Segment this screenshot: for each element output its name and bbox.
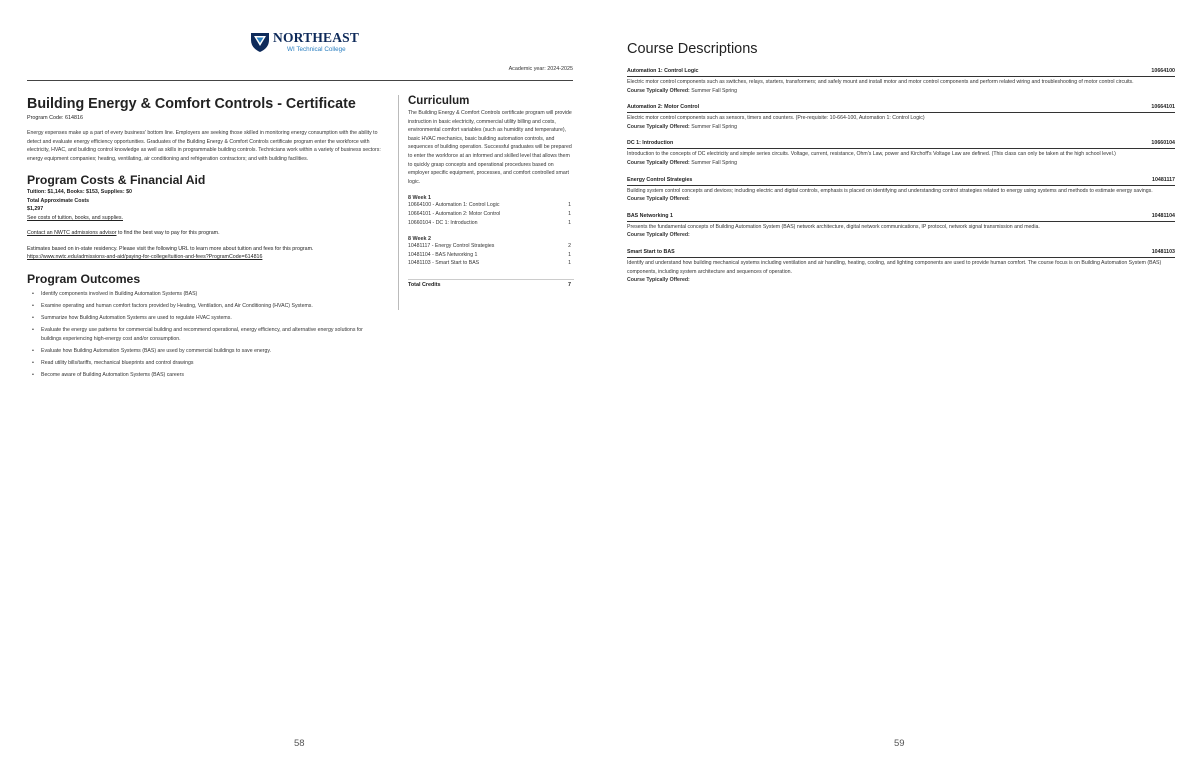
- offered-label: Course Typically Offered:: [627, 123, 690, 130]
- logo-subtitle: WI Technical College: [287, 45, 346, 53]
- total-cost-label: Total Approximate Costs: [27, 197, 90, 204]
- course-header: [627, 249, 1175, 258]
- course-description-item: [627, 249, 1175, 285]
- course-description: Electric motor control components such as switches, relays, starters, transformers; and safely mount and install motor and motor control components and perform related wiring and troubleshooting of motor control circuits.: [627, 79, 1134, 85]
- outcomes-list: [27, 290, 383, 380]
- outcome-item: • Summarize how Building Automation Systems are used to regulate HVAC systems.: [27, 314, 383, 322]
- course-credits: 2: [568, 243, 571, 250]
- course-title: Automation 2: Motor Control: [627, 104, 700, 111]
- course-credits: 1: [568, 260, 571, 267]
- course-title: BAS Networking 1: [627, 212, 673, 219]
- course-descriptions-list: [627, 68, 1175, 294]
- total-credits-row: [408, 279, 574, 288]
- total-cost-value: $1,297: [27, 206, 44, 213]
- see-costs-link[interactable]: See costs of tuition, books, and supplies.: [27, 214, 123, 221]
- outcome-item: • Read utility bills/tariffs, mechanical blueprints and control drawings: [27, 359, 383, 367]
- course-name: 10660104 - DC 1: Introduction: [408, 219, 478, 226]
- course-description-item: [627, 213, 1175, 240]
- outcomes-section: [27, 272, 383, 380]
- tuition-url-link[interactable]: https://www.nwtc.edu/admissions-and-aid/paying-for-college/tuition-and-fees?ProgramCode=614816: [27, 254, 263, 261]
- page-number-right: 59: [894, 738, 905, 749]
- course-name: 10664101 - Automation 2: Motor Control: [408, 210, 501, 217]
- curriculum-course-row: [408, 251, 574, 260]
- contact-advisor-line: [27, 229, 383, 238]
- course-credits: 1: [568, 219, 571, 226]
- course-description: Electric motor control components such as sensors, timers and counters. (Pre-requisite: 10-664-100, Automation 1: Control Logic): [627, 115, 925, 122]
- curriculum-course-row: [408, 259, 574, 268]
- curriculum-section: [398, 95, 574, 310]
- course-number: 10481117: [1152, 176, 1175, 183]
- program-title: Building Energy & Comfort Controls - Certificate: [27, 96, 356, 112]
- page-number-left: 58: [294, 738, 305, 749]
- course-number: 10664100: [1151, 68, 1175, 74]
- offered-terms: Summer Fall Spring: [691, 87, 738, 94]
- program-overview: [27, 95, 383, 384]
- curriculum-heading: Curriculum: [408, 95, 470, 107]
- course-offered: [627, 159, 1175, 168]
- total-credits-label: Total Credits: [408, 281, 441, 288]
- course-number: 10481104: [1151, 212, 1175, 219]
- course-header: [627, 177, 1175, 186]
- course-name: 10481117 - Energy Control Strategies: [408, 243, 495, 250]
- course-title: DC 1: Introduction: [627, 140, 674, 147]
- course-description: Presents the fundamental concepts of Building Automation System (BAS) network architecture, digital network communications, IP protocol, network signal transmission and media.: [627, 223, 1040, 230]
- course-offered: [627, 123, 1175, 132]
- course-number: 10481103: [1151, 248, 1175, 255]
- course-name: 10481103 - Smart Start to BAS: [408, 260, 480, 267]
- course-description: Identify and understand how building mechanical systems including ventilation and air handling, heating, cooling, and lighting components are used to provide human comfort. The course focus is on Building Automation System (BAS) components, including system architecture and sequences of operation.: [627, 259, 1162, 275]
- offered-label: Course Typically Offered:: [627, 159, 690, 166]
- outcome-item: • Evaluate how Building Automation Systems (BAS) are used by commercial buildings to save energy.: [27, 347, 383, 355]
- course-title: Energy Control Strategies: [627, 176, 693, 183]
- academic-year: Academic year: 2024-2025: [508, 66, 573, 72]
- course-credits: 1: [568, 202, 571, 209]
- offered-label: Course Typically Offered:: [627, 87, 690, 94]
- offered-label: Course Typically Offered:: [627, 277, 690, 284]
- course-number: 10664101: [1151, 104, 1175, 111]
- header-divider: [27, 80, 573, 81]
- outcome-item: • Examine operating and human comfort factors provided by Heating, Ventilation, and Air Conditioning (HVAC) Systems.: [27, 302, 383, 310]
- course-description-item: [627, 68, 1175, 95]
- course-description-item: [627, 177, 1175, 204]
- course-description-item: [627, 104, 1175, 131]
- course-description: Building system control concepts and devices; including electric and digital controls, emphasis is placed on identifying and understanding control strategies related to energy using systems and methods to estimate energy savings.: [627, 187, 1153, 194]
- offered-label: Course Typically Offered:: [627, 196, 690, 203]
- course-number: 10660104: [1151, 140, 1175, 147]
- logo-name: NORTHEAST: [273, 30, 360, 46]
- course-title: Automation 1: Control Logic: [627, 68, 699, 74]
- course-header: [627, 213, 1175, 222]
- curriculum-course-row: [408, 219, 574, 228]
- course-header: [627, 104, 1175, 113]
- course-name: 10664100 - Automation 1: Control Logic: [408, 202, 500, 209]
- outcome-item: • Identify components involved in Building Automation Systems (BAS): [27, 290, 383, 298]
- total-credits-value: 7: [568, 281, 571, 288]
- costs-section: [27, 173, 383, 262]
- outcomes-heading: Program Outcomes: [27, 271, 141, 286]
- shield-logo-icon: [250, 31, 270, 53]
- curriculum-course-row: [408, 201, 574, 210]
- curriculum-course-row: [408, 242, 574, 251]
- course-header: [627, 140, 1175, 149]
- course-offered: [627, 87, 1175, 96]
- course-header: [627, 68, 1175, 77]
- contact-advisor-text: to find the best way to pay for this program.: [116, 230, 220, 237]
- offered-terms: Summer Fall Spring: [691, 159, 738, 166]
- course-description-item: [627, 140, 1175, 167]
- course-title: Smart Start to BAS: [627, 248, 675, 255]
- course-description: Introduction to the concepts of DC electricity and simple series circuits. Voltage, current, resistance, Ohm's Law, power and Kirchoff's Voltage Law are defined. (This class can only be taken at the high school level.): [627, 151, 1116, 158]
- course-credits: 1: [568, 210, 571, 217]
- course-offered: [627, 195, 1175, 204]
- week-label: 8 Week 2: [408, 236, 431, 243]
- course-descriptions-heading: Course Descriptions: [627, 41, 758, 57]
- estimate-note: Estimates based on in-state residency. Please visit the following URL to learn more about tuition and fees for this program.: [27, 245, 314, 252]
- outcome-item: • Evaluate the energy use patterns for commercial building and recommend operational, energy efficiency, and alternative energy solutions for buildings experiencing high-energy cost and/or consumption.: [27, 326, 383, 342]
- offered-label: Course Typically Offered:: [627, 232, 690, 239]
- cost-breakdown: Tuition: $1,144, Books: $153, Supplies: $0: [27, 189, 132, 196]
- course-offered: [627, 231, 1175, 240]
- course-name: 10481104 - BAS Networking 1: [408, 251, 478, 258]
- course-credits: 1: [568, 251, 571, 258]
- costs-heading: Program Costs & Financial Aid: [27, 173, 206, 188]
- curriculum-description: The Building Energy & Comfort Controls certificate program will provide instruction in basic electricity, commercial utility billing and costs, environmental comfort variables (such as humidity and temperature), basic HVAC mechanics, basic building automation controls, and sequences of building operation. Successful graduates will be prepared to enter the workforce at an informed and skilled level that allows them to quickly grasp concepts and operational procedures based on employer specific equipment, processes, and comfort controlled smart logic.: [408, 110, 572, 185]
- outcome-item: • Become aware of Building Automation Systems (BAS) careers: [27, 371, 383, 379]
- program-code: Program Code: 614816: [27, 115, 84, 121]
- college-logo: [250, 31, 359, 53]
- contact-advisor-link[interactable]: Contact an NWTC admissions advisor: [27, 230, 117, 237]
- course-offered: [627, 276, 1175, 285]
- program-intro: Energy expenses make up a part of every business' bottom line. Employers are seeking those skilled in monitoring energy consumption with the ability to detect and evaluate energy efficiency opportunities. Graduates of the Building Energy & Comfort Controls certificate program enter the workforce with electricity, HVAC, and building control knowledge as well as skills in programmable building controls. Technicians work within a variety of business sectors: energy equipment companies; heating, ventilating, air conditioning and refrigeration contractors; and with building facilities.: [27, 130, 381, 162]
- week-label: 8 Week 1: [408, 195, 431, 202]
- offered-terms: Summer Fall Spring: [691, 123, 738, 130]
- curriculum-course-row: [408, 210, 574, 219]
